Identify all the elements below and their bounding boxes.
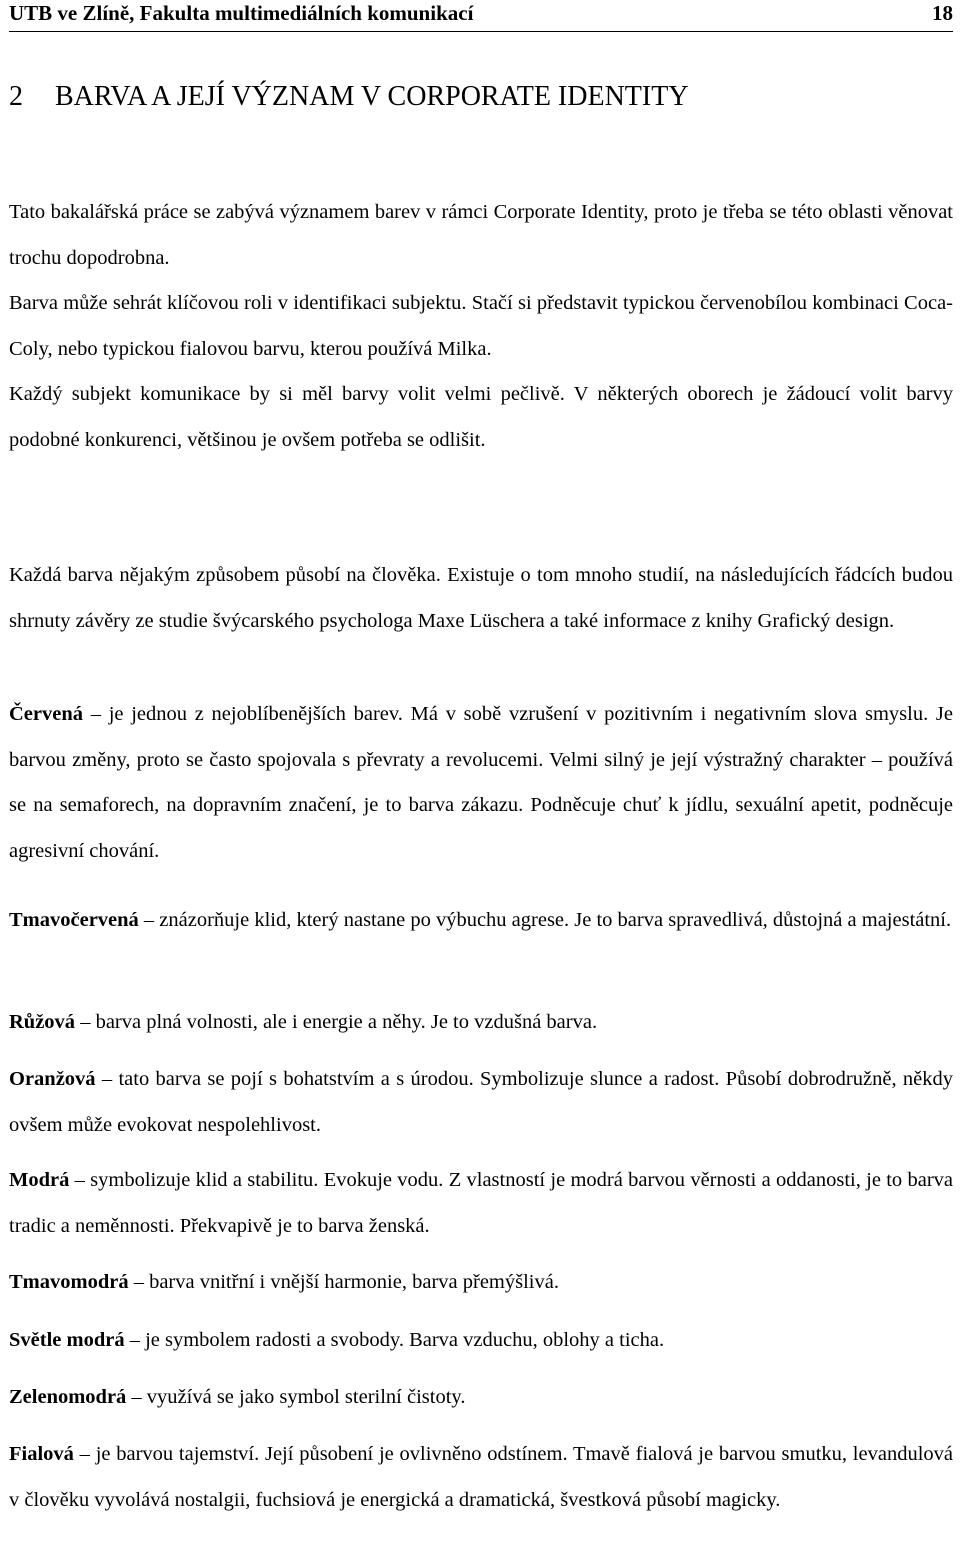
color-term: Fialová <box>9 1443 74 1465</box>
color-term: Zelenomodrá <box>9 1386 127 1408</box>
chapter-title: BARVA A JEJÍ VÝZNAM V CORPORATE IDENTITY <box>55 81 689 112</box>
paragraph-intro: Tato bakalářská práce se zabývá významem barev v rámci Corporate Identity, proto je třeba se této oblasti věnovat trochu dopodrobna. <box>9 201 953 269</box>
color-description: – je symbolem radosti a svobody. Barva vzduchu, oblohy a ticha. <box>124 1329 665 1351</box>
paragraph-effect: Každá barva nějakým způsobem působí na člověka. Existuje o tom mnoho studií, na následujících řádcích budou shrnuty závěry ze studie švýcarského psychologa Maxe Lüschera a také informace z knihy Grafický design. <box>9 564 953 632</box>
color-term: Tmavočervená <box>9 909 139 931</box>
color-entry-teal <box>9 1375 953 1421</box>
color-entry-light-blue <box>9 1318 953 1364</box>
color-entry-dark-red <box>9 898 953 944</box>
color-description: – symbolizuje klid a stabilitu. Evokuje vodu. Z vlastností je modrá barvou věrnosti a oddanosti, je to barva tradic a neměnnosti. Překvapivě je to barva ženská. <box>9 1169 953 1237</box>
color-entry-orange <box>9 1057 953 1148</box>
running-header <box>9 2 953 24</box>
color-term: Modrá <box>9 1169 70 1191</box>
color-description: – znázorňuje klid, který nastane po výbuchu agrese. Je to barva spravedlivá, důstojná a majestátní. <box>138 909 952 931</box>
color-description: – tato barva se pojí s bohatstvím a s úrodou. Symbolizuje slunce a radost. Působí dobrodružně, někdy ovšem může evokovat nespolehlivost. <box>9 1068 953 1136</box>
chapter-heading <box>9 79 689 115</box>
color-term: Světle modrá <box>9 1329 125 1351</box>
color-description: – barva plná volnosti, ale i energie a něhy. Je to vzdušná barva. <box>75 1011 598 1033</box>
color-entry-red <box>9 692 953 874</box>
color-term: Oranžová <box>9 1068 96 1090</box>
header-rule <box>9 31 953 32</box>
color-entry-blue <box>9 1158 953 1249</box>
color-term: Červená <box>9 703 84 725</box>
color-entry-pink <box>9 1000 953 1046</box>
page-number: 18 <box>932 1 953 25</box>
color-term: Tmavomodrá <box>9 1271 129 1293</box>
color-description: – je jednou z nejoblíbenějších barev. Má v sobě vzrušení v pozitivním i negativním slova smyslu. Je barvou změny, proto se často spojovala s převraty a revolucemi. Velmi silný je její výstražný charakter – používá se na semaforech, na dopravním značení, je to barva zákazu. Podněcuje chuť k jídlu, sexuální apetit, podněcuje agresivní chování. <box>9 703 953 862</box>
paragraph-role: Barva může sehrát klíčovou roli v identifikaci subjektu. Stačí si představit typickou červenobílou kombinaci Coca-Coly, nebo typickou fialovou barvu, kterou používá Milka. <box>9 292 953 360</box>
chapter-number: 2 <box>9 81 23 112</box>
paragraph-choice: Každý subjekt komunikace by si měl barvy volit velmi pečlivě. V některých oborech je žádoucí volit barvy podobné konkurenci, většinou je ovšem potřeba se odlišit. <box>9 383 953 451</box>
color-description: – využívá se jako symbol sterilní čistoty. <box>126 1386 466 1408</box>
header-title: UTB ve Zlíně, Fakulta multimediálních komunikací <box>9 1 474 25</box>
color-description: – barva vnitřní i vnější harmonie, barva přemýšlivá. <box>128 1271 559 1293</box>
color-term: Růžová <box>9 1011 76 1033</box>
color-description: – je barvou tajemství. Její působení je ovlivněno odstínem. Tmavě fialová je barvou smutku, levandulová v člověku vyvolává nostalgii, fuchsiová je energická a dramatická, švestková působí magicky. <box>9 1443 953 1511</box>
color-entry-purple <box>9 1432 953 1523</box>
color-entry-dark-blue <box>9 1260 953 1306</box>
